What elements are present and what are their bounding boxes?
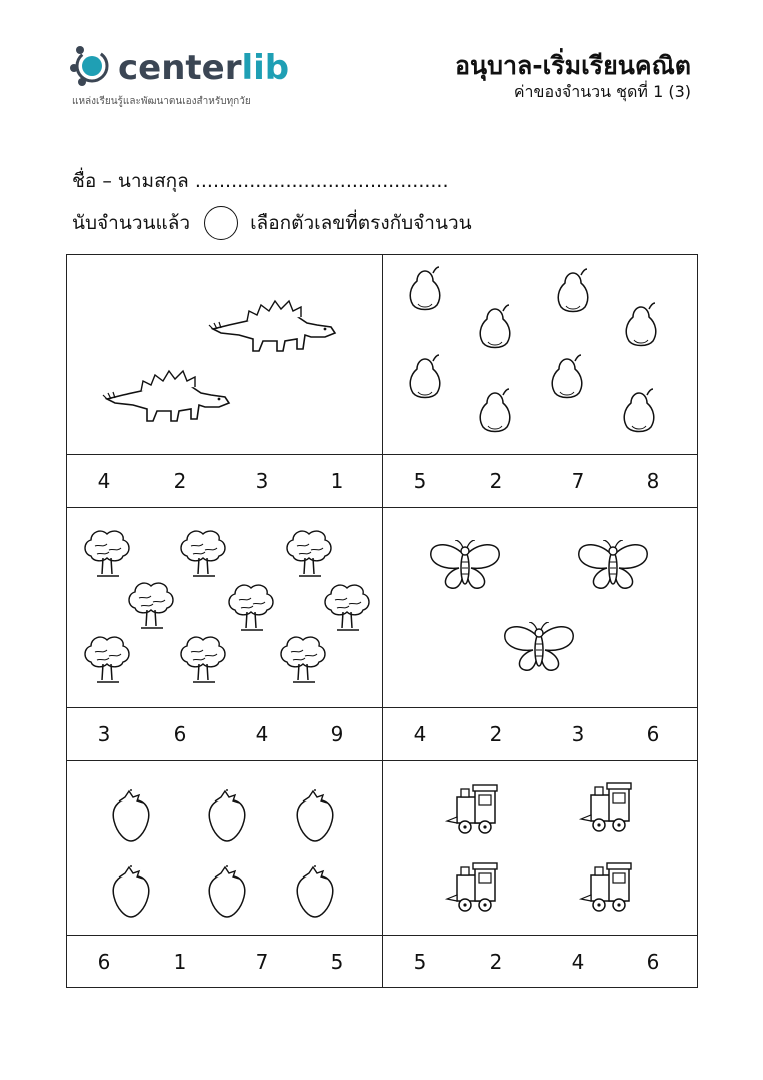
train-icon bbox=[577, 781, 639, 833]
strawberry-icon bbox=[207, 789, 247, 843]
picture-cell-trains bbox=[383, 761, 697, 935]
tree-icon bbox=[81, 526, 131, 580]
worksheet-title: อนุบาล-เริ่มเรียนคณิต bbox=[454, 51, 691, 80]
answer-choice[interactable]: 4 bbox=[255, 722, 269, 746]
butterfly-icon bbox=[429, 540, 501, 592]
strawberry-icon bbox=[295, 865, 335, 919]
circle-example-icon bbox=[204, 206, 238, 240]
rose-apple-icon bbox=[475, 387, 517, 435]
tree-icon bbox=[283, 526, 333, 580]
train-icon bbox=[577, 861, 639, 913]
instruction-text-before: นับจำนวนแล้ว bbox=[72, 212, 191, 234]
answer-choice[interactable]: 2 bbox=[173, 469, 187, 493]
answer-choice[interactable]: 6 bbox=[646, 950, 660, 974]
strawberry-icon bbox=[295, 789, 335, 843]
answer-choice[interactable]: 3 bbox=[571, 722, 585, 746]
dinosaur-icon bbox=[101, 355, 235, 425]
picture-cell-strawberries bbox=[67, 761, 382, 935]
answer-choice[interactable]: 8 bbox=[646, 469, 660, 493]
picture-cell-dinosaurs bbox=[67, 255, 382, 454]
answer-choice[interactable]: 5 bbox=[413, 469, 427, 493]
answer-choice[interactable]: 7 bbox=[571, 469, 585, 493]
dinosaur-icon bbox=[207, 285, 341, 355]
answer-choice[interactable]: 6 bbox=[173, 722, 187, 746]
answer-choice[interactable]: 7 bbox=[255, 950, 269, 974]
tree-icon bbox=[321, 580, 371, 634]
answer-choice[interactable]: 2 bbox=[489, 950, 503, 974]
rose-apple-icon bbox=[619, 387, 661, 435]
rose-apple-icon bbox=[621, 301, 663, 349]
logo-mark-icon bbox=[70, 42, 116, 88]
worksheet-grid bbox=[66, 254, 698, 988]
answer-choices-1 bbox=[67, 455, 382, 507]
picture-cell-trees bbox=[67, 508, 382, 707]
answer-choice[interactable]: 9 bbox=[330, 722, 344, 746]
answer-choice[interactable]: 5 bbox=[413, 950, 427, 974]
answer-choice[interactable]: 3 bbox=[97, 722, 111, 746]
answer-choice[interactable]: 1 bbox=[330, 469, 344, 493]
tree-icon bbox=[277, 632, 327, 686]
worksheet-subtitle: ค่าของจำนวน ชุดที่ 1 (3) bbox=[513, 82, 691, 101]
instructions bbox=[72, 206, 472, 240]
rose-apple-icon bbox=[405, 265, 447, 313]
butterfly-icon bbox=[577, 540, 649, 592]
answer-choice[interactable]: 3 bbox=[255, 469, 269, 493]
answer-choice[interactable]: 1 bbox=[173, 950, 187, 974]
logo-tagline: แหล่งเรียนรู้และพัฒนาตนเองสำหรับทุกวัย bbox=[72, 96, 251, 107]
answer-choice[interactable]: 4 bbox=[97, 469, 111, 493]
instruction-text-after: เลือกตัวเลขที่ตรงกับจำนวน bbox=[250, 212, 472, 234]
answer-choice[interactable]: 4 bbox=[571, 950, 585, 974]
strawberry-icon bbox=[111, 789, 151, 843]
rose-apple-icon bbox=[475, 303, 517, 351]
logo-wordmark: centerlib bbox=[118, 48, 290, 88]
answer-choices-4 bbox=[383, 708, 697, 760]
tree-icon bbox=[225, 580, 275, 634]
answer-choices-6 bbox=[383, 936, 697, 988]
logo bbox=[70, 40, 310, 110]
answer-choice[interactable]: 6 bbox=[97, 950, 111, 974]
tree-icon bbox=[81, 632, 131, 686]
tree-icon bbox=[125, 578, 175, 632]
answer-choice[interactable]: 2 bbox=[489, 722, 503, 746]
tree-icon bbox=[177, 632, 227, 686]
strawberry-icon bbox=[111, 865, 151, 919]
answer-choices-2 bbox=[383, 455, 697, 507]
picture-cell-rose-apples bbox=[383, 255, 697, 454]
answer-choice[interactable]: 5 bbox=[330, 950, 344, 974]
train-icon bbox=[443, 783, 505, 835]
answer-choice[interactable]: 2 bbox=[489, 469, 503, 493]
answer-choices-5 bbox=[67, 936, 382, 988]
answer-choice[interactable]: 4 bbox=[413, 722, 427, 746]
answer-choices-3 bbox=[67, 708, 382, 760]
butterfly-icon bbox=[503, 622, 575, 674]
train-icon bbox=[443, 861, 505, 913]
strawberry-icon bbox=[207, 865, 247, 919]
answer-choice[interactable]: 6 bbox=[646, 722, 660, 746]
rose-apple-icon bbox=[405, 353, 447, 401]
tree-icon bbox=[177, 526, 227, 580]
name-field[interactable]: ชื่อ – นามสกุล .......................................... bbox=[72, 170, 449, 192]
picture-cell-butterflies bbox=[383, 508, 697, 707]
rose-apple-icon bbox=[547, 353, 589, 401]
rose-apple-icon bbox=[553, 267, 595, 315]
